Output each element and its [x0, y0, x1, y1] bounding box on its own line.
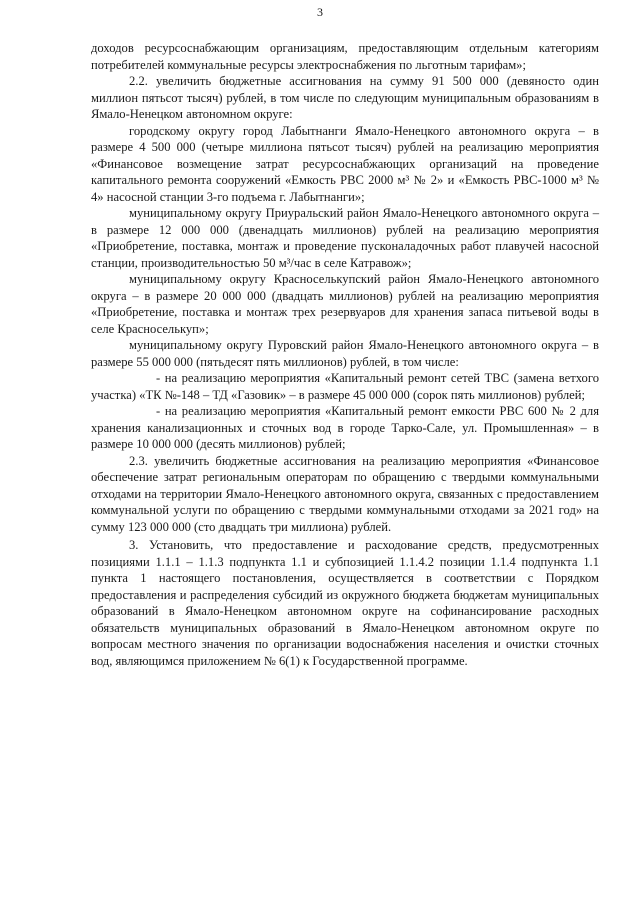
paragraph-priuralsky: муниципальному округу Приуральский район Ямало-Ненецкого автономного округа – в размере 12 000 000 (двенадцать миллионов) рублей на реализацию мероприятия «Приобретение, поставка, монтаж и проведение пусконаладочных работ плавучей насосной станции, производительностью 50 м³/час в селе Катравож»; [91, 206, 599, 270]
paragraph-purovsky: муниципальному округу Пуровский район Ямало-Ненецкого автономного округа – в размере 55 000 000 (пятьдесят пять миллионов) рублей, в том числе: [91, 338, 599, 369]
paragraph-purovsky-item-a: - на реализацию мероприятия «Капитальный ремонт сетей ТВС (замена ветхого участка) «ТК №-148 – ТД «Газовик» – в размере 45 000 000 (сорок пять миллионов) рублей; [91, 371, 599, 402]
paragraph-continuation: доходов ресурсоснабжающим организациям, предоставляющим отдельным категориям потребителей коммунальные ресурсы электроснабжения по льготным тарифам»; [91, 41, 599, 72]
paragraph-2-3: 2.3. увеличить бюджетные ассигнования на реализацию мероприятия «Финансовое обеспечение затрат региональным операторам по обращению с твердыми коммунальными отходами на территории Ямало-Ненецкого автономного округа, связанных с предоставлением коммунальной услуги по обращению с твердыми коммунальными отходами за 2021 год» на сумму 123 000 000 (сто двадцать три миллиона) рублей. [91, 453, 599, 534]
paragraph-3: 3. Установить, что предоставление и расходование средств, предусмотренных позициями 1.1.1 – 1.1.3 подпункта 1.1 и субпозицией 1.1.4.2 позиции 1.1.4 подпункта 1.1 пункта 1 настоящего постановления, осуществляется в соответствии с Порядком предоставления и распределения субсидий из окружного бюджета бюджетам муниципальных образований в Ямало-Ненецком автономном округе на софинансирование расходных обязательств муниципальных образований в Ямало-Ненецком автономном округе по вопросам местного значения по организации водоснабжения населения и очистки сточных вод, являющимся приложением № 6(1) к Государственной программе. [91, 538, 599, 668]
paragraph-purovsky-item-b: - на реализацию мероприятия «Капитальный ремонт емкости РВС 600 № 2 для хранения канализационных и сточных вод в городе Тарко-Сале, ул. Промышленная» – в размере 10 000 000 (десять миллионов) рублей; [91, 404, 599, 451]
document-body [91, 40, 599, 669]
page-number: 3 [317, 5, 323, 19]
paragraph-krasnoselkup: муниципальному округу Красноселькупский район Ямало-Ненецкого автономного округа – в размере 20 000 000 (двадцать миллионов) рублей на реализацию мероприятия «Приобретение, поставка и монтаж трех резервуаров для хранения запаса питьевой воды в селе Красноселькуп»; [91, 272, 599, 336]
paragraph-2-2: 2.2. увеличить бюджетные ассигнования на сумму 91 500 000 (девяносто один миллион пятьсот тысяч) рублей, в том числе по следующим муниципальным образованиям в Ямало-Ненецком автономном округе: [91, 74, 599, 121]
paragraph-labytnangi: городскому округу город Лабытнанги Ямало-Ненецкого автономного округа – в размере 4 500 000 (четыре миллиона пятьсот тысяч) рублей на реализацию мероприятия «Финансовое возмещение затрат ресурсоснабжающих организаций на проведение капитального ремонта сооружений «Емкость РВС 2000 м³ № 2» и «Емкость РВС-1000 м³ № 4» насосной станции 3-го подъема г. Лабытнанги»; [91, 123, 599, 204]
